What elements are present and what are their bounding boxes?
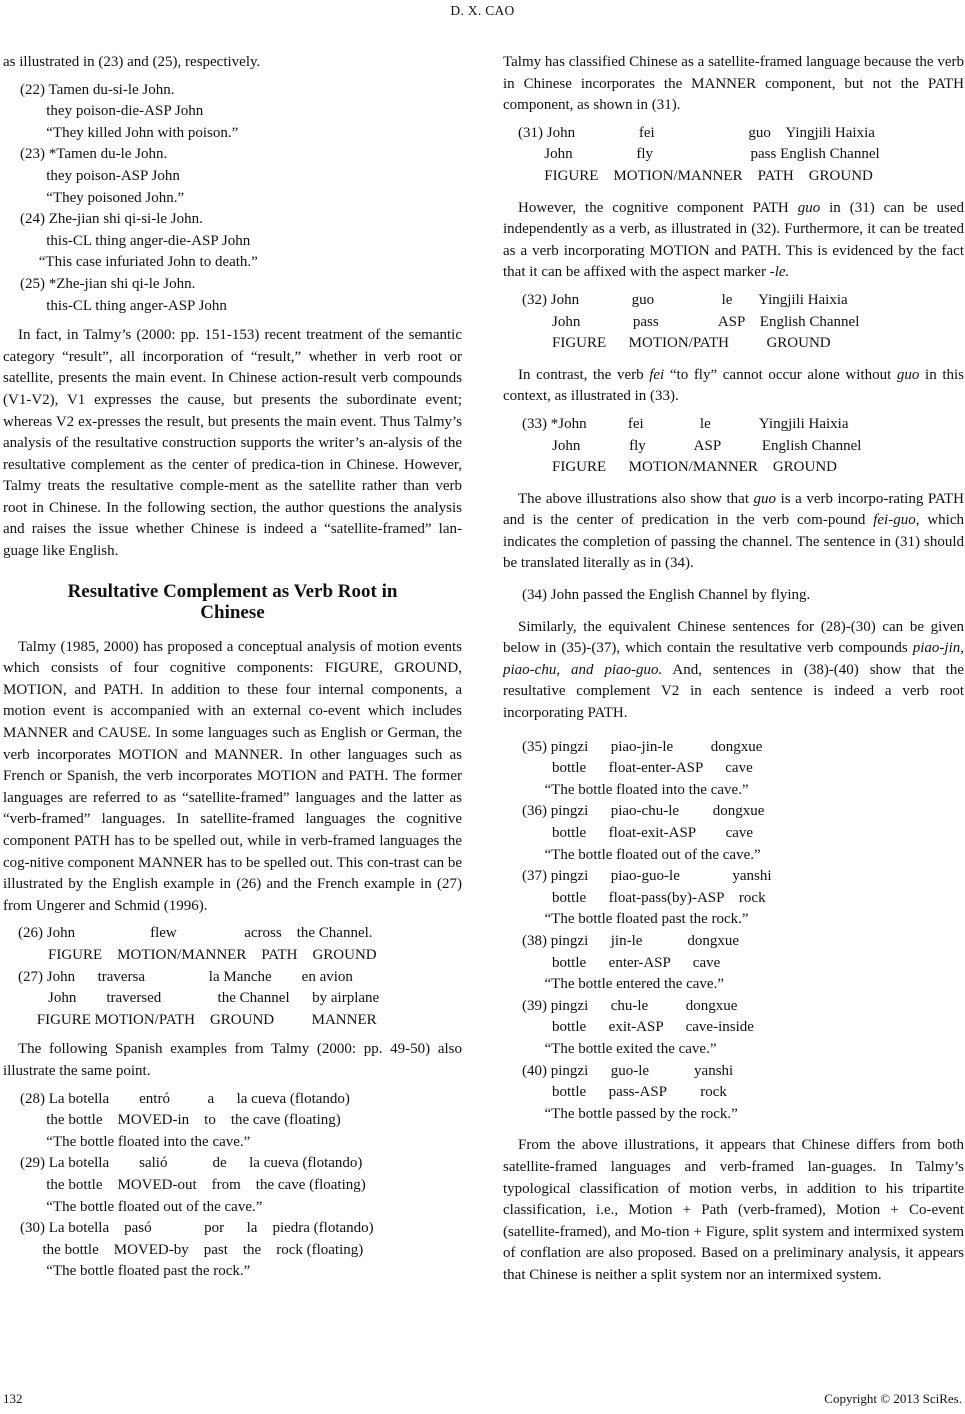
running-header: D. X. CAO [450, 3, 515, 18]
p3-text-b: “to fly” cannot occur alone without [664, 366, 897, 383]
example-39-line2: bottle exit-ASP cave-inside [522, 1019, 754, 1036]
example-31-line2: John fly pass English Channel [518, 146, 880, 163]
p4-text-c: , which indicates the completion of passing the channel. The sentence in (31) should be translated literally as in (34). [503, 512, 964, 572]
example-23-line2: they poison-ASP John [20, 167, 180, 184]
examples-22-25 [20, 80, 462, 318]
p4-text-b: is a verb incorpo-rating PATH and is the center of predication in the verb com-pound [503, 490, 965, 529]
examples-28-30 [20, 1089, 462, 1283]
example-38-line2: bottle enter-ASP cave [522, 954, 721, 971]
example-40-line3: “The bottle passed by the rock.” [522, 1105, 738, 1122]
paragraph-talmy-classification: Talmy has classified Chinese as a satellite-framed language because the verb in Chinese incorporates the MANNER component, but not the PATH component, as shown in (31). [503, 54, 964, 114]
example-38-line3: “The bottle entered the cave.” [522, 976, 724, 993]
paragraph-equivalent-sentences [503, 617, 964, 725]
p4-text-a: The above illustrations also show that [518, 490, 754, 507]
example-30-line3: “The bottle floated past the rock.” [20, 1263, 251, 1280]
section-heading-line2: Chinese [200, 601, 265, 623]
example-37-line2: bottle float-pass(by)-ASP rock [522, 889, 766, 906]
example-32-line1: (32) John guo le Yingjili Haixia [522, 291, 848, 308]
example-22-line3: “They killed John with poison.” [20, 124, 239, 141]
example-31-line1: (31) John fei guo Yingjili Haixia [518, 124, 875, 141]
paragraph-guo-verb [503, 489, 964, 575]
example-37-line3: “The bottle floated past the rock.” [522, 911, 749, 928]
example-24-line1: (24) Zhe-jian shi qi-si-le John. [20, 211, 203, 228]
example-36-line3: “The bottle floated out of the cave.” [522, 846, 761, 863]
p2-text-b: in (31) can be used independently as a verb, as illustrated in (32). Furthermore, it can be treated as a verb incorporating MOTION and PATH. This is evidenced by the fact that it can be affixed with the aspect marker [503, 199, 964, 281]
example-27-line1: (27) John traversa la Manche en avion [18, 968, 353, 985]
example-25-line1: (25) *Zhe-jian shi qi-le John. [20, 275, 196, 292]
page-number: 132 [3, 1391, 23, 1406]
paragraph-path-guo [503, 198, 964, 284]
example-22-line1: (22) Tamen du-si-le John. [20, 81, 175, 98]
p5-text-a: Similarly, the equivalent Chinese sentences for (28)-(30) can be given below in (35)-(37), which contain the resultative verb compounds [503, 618, 964, 657]
paragraph-conclusion: From the above illustrations, it appears that Chinese differs from both satellite-framed languages and verb-framed lan-guages. In Talmy’s typological classification of motion verbs, in addition to his tripartite classification, i.e., Motion + Path (verb-framed), Motion + Co-event (satellite-framed), and Mo-tion + Figure, split system and intermixed system of conflation are also proposed. Based on a preliminary analysis, it appears that Chinese is neither a split system nor an intermixed system. [503, 1137, 964, 1283]
intro-line: as illustrated in (23) and (25), respectively. [3, 54, 261, 70]
example-32-line2: John pass ASP English Channel [522, 313, 860, 330]
example-29-line3: “The bottle floated out of the cave.” [20, 1198, 263, 1215]
p2-guo: guo [797, 199, 821, 216]
example-30-line2: the bottle MOVED-by past the rock (floating) [20, 1241, 364, 1258]
example-40-line2: bottle pass-ASP rock [522, 1084, 727, 1101]
example-26-line1: (26) John flew across the Channel. [18, 925, 373, 942]
p3-text-a: In contrast, the verb [518, 366, 650, 383]
example-28-line3: “The bottle floated into the cave.” [20, 1133, 251, 1150]
p3-text-c: in this context, as illustrated in (33). [503, 366, 965, 405]
example-34: (34) John passed the English Channel by flying. [522, 587, 811, 604]
right-column [503, 52, 964, 1286]
example-37-line1: (37) pingzi piao-guo-le yanshi [522, 868, 772, 885]
example-35-line3: “The bottle floated into the cave.” [522, 781, 749, 798]
example-27-line3: FIGURE MOTION/PATH GROUND MANNER [18, 1011, 377, 1028]
p3-fei: fei [649, 366, 665, 383]
p2-text-a: However, the cognitive component PATH [518, 199, 798, 216]
example-35-line1: (35) pingzi piao-jin-le dongxue [522, 738, 763, 755]
example-36-line1: (36) pingzi piao-chu-le dongxue [522, 803, 765, 820]
example-28-line1: (28) La botella entró a la cueva (flotando) [20, 1090, 350, 1107]
example-32-line3: FIGURE MOTION/PATH GROUND [522, 335, 831, 352]
paragraph-talmy-result: In fact, in Talmy’s (2000: pp. 151-153) recent treatment of the semantic category “result”, all incorporation of “result,” whether in verb root or satellite, presents the main event. In Chinese action-result verb compounds (V1-V2), V1 expresses the cause, but presents the subordinate event; whereas V2 ex-presses the result, but presents the main event. Thus Talmy’s analysis of the resultative construction supports the writer’s an-alysis of the resultative complement as the center of predica-tion in Chinese. However, Talmy treats the resultative comple-ment as the satellite rather than verb root in Chinese. In the following section, the author questions the analysis and raises the issue whether Chinese is indeed a “satellite-framed” lan-guage like English. [3, 327, 462, 560]
p4-fei-guo: fei-guo [873, 512, 916, 529]
example-29-line1: (29) La botella salió de la cueva (flotando) [20, 1155, 363, 1172]
example-23-line1: (23) *Tamen du-le John. [20, 146, 168, 163]
example-33 [522, 414, 964, 479]
example-33-line3: FIGURE MOTION/MANNER GROUND [522, 459, 837, 476]
example-32 [522, 290, 964, 355]
paragraph-spanish-examples: The following Spanish examples from Talmy (2000: pp. 49-50) also illustrate the same point. [3, 1041, 462, 1079]
example-27-line2: John traversed the Channel by airplane [18, 990, 380, 1007]
example-22-line2: they poison-die-ASP John [20, 103, 204, 120]
example-30-line1: (30) La botella pasó por la piedra (flotando) [20, 1220, 374, 1237]
example-28-line2: the bottle MOVED-in to the cave (floating) [20, 1112, 341, 1129]
example-23-line3: “They poisoned John.” [20, 189, 185, 206]
example-25-line2: this-CL thing anger-ASP John [20, 297, 227, 314]
section-heading [3, 581, 462, 623]
example-38-line1: (38) pingzi jin-le dongxue [522, 932, 740, 949]
example-29-line2: the bottle MOVED-out from the cave (floating) [20, 1176, 366, 1193]
example-39-line1: (39) pingzi chu-le dongxue [522, 997, 738, 1014]
copyright-notice: Copyright © 2013 SciRes. [824, 1391, 962, 1406]
examples-26-27 [18, 923, 462, 1031]
example-33-line2: John fly ASP English Channel [522, 437, 862, 454]
example-36-line2: bottle float-exit-ASP cave [522, 825, 754, 841]
p5-text-b: And, sentences in (38)-(40) show that the resultative complement V2 in each sentence is indeed a verb root incorporating PATH. [503, 661, 964, 722]
example-35-line2: bottle float-enter-ASP cave [522, 760, 753, 777]
example-33-line1: (33) *John fei le Yingjili Haixia [522, 415, 849, 432]
left-column [3, 52, 462, 1291]
section-heading-line1: Resultative Complement as Verb Root in [67, 580, 398, 602]
example-31-line3: FIGURE MOTION/MANNER PATH GROUND [518, 167, 873, 184]
example-40-line1: (40) pingzi guo-le yanshi [522, 1062, 734, 1079]
p3-guo: guo [896, 366, 920, 383]
example-26-line2: FIGURE MOTION/MANNER PATH GROUND [18, 946, 377, 963]
p4-guo: guo [753, 490, 777, 507]
paragraph-motion-events: Talmy (1985, 2000) has proposed a conceptual analysis of motion events which consists of four cognitive components: FIGURE, GROUND, MOTION, and PATH. In addition to these four internal components, a motion event is accompanied with an external co-event which includes MANNER and CAUSE. In some languages such as English or German, the verb incorporates MOTION and MANNER. In other languages such as French or Spanish, the verb incorporates MOTION and PATH. The former languages are referred to as “satellite-framed” languages and the latter as “verb-framed” languages. In satellite-framed languages the cognitive component PATH has to be spelled out, while in verb-framed languages the cog-nitive component MANNER has to be spelled out. This con-trast can be illustrated by the English example in (26) and the French example in (27) from Ungerer and Schmid (1996). [3, 638, 462, 914]
examples-35-40 [522, 737, 964, 1126]
example-39-line3: “The bottle exited the cave.” [522, 1040, 717, 1057]
example-31 [518, 123, 964, 188]
p2-le: -le. [769, 264, 790, 281]
paragraph-fei-contrast [503, 365, 964, 408]
p5-compounds: piao-jin, piao-chu, and piao-guo. [503, 640, 964, 678]
example-24-line3: “This case infuriated John to death.” [20, 254, 258, 271]
example-24-line2: this-CL thing anger-die-ASP John [20, 232, 251, 249]
